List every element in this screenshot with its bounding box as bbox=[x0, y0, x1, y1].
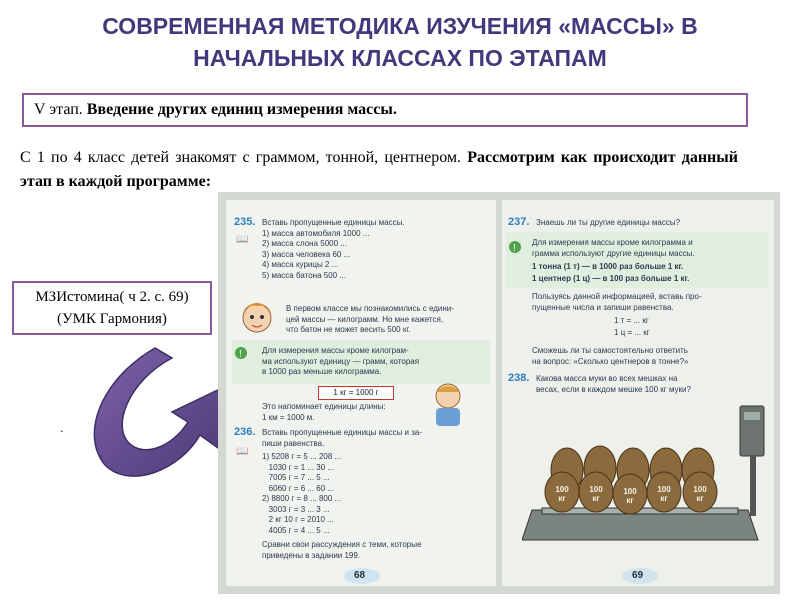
task-number: 236. bbox=[234, 426, 256, 438]
note-text: Это напоминает единицы длины: 1 км = 1000 м. bbox=[262, 402, 386, 422]
equation: 1 ц = ... кг bbox=[614, 328, 650, 337]
girl-character-icon bbox=[232, 292, 282, 342]
task-text: Знаешь ли ты другие единицы массы? bbox=[536, 218, 681, 227]
svg-text:кг: кг bbox=[660, 494, 668, 503]
stage-prefix: V этап bbox=[34, 101, 79, 118]
rule-text: Для измерения массы кроме килограмма и грамма используют другие единицы массы. bbox=[532, 238, 695, 258]
book-icon: 📖 bbox=[236, 446, 249, 457]
textbook-page-right bbox=[502, 200, 774, 586]
svg-text:!: ! bbox=[513, 243, 516, 254]
page-number: 68 bbox=[354, 570, 366, 581]
task-text: Вставь пропущенные единицы массы и за- пиши равенства. bbox=[262, 428, 423, 448]
boy-character-icon bbox=[426, 378, 470, 428]
stage-text: Введение других единиц измерения массы. bbox=[86, 101, 397, 118]
note-text: В первом классе мы познакомились с едини- цей массы — килограмм. Но мне кажется, что батон не может весить 500 кг. bbox=[286, 304, 454, 334]
stage-box bbox=[22, 93, 748, 127]
svg-text:!: ! bbox=[239, 349, 242, 360]
svg-text:кг: кг bbox=[626, 496, 634, 505]
svg-text:100: 100 bbox=[657, 485, 671, 494]
stray-dot: . bbox=[100, 445, 104, 460]
title-line-1: СОВРЕМЕННАЯ МЕТОДИКА ИЗУЧЕНИЯ «МАССЫ» В bbox=[102, 13, 698, 39]
task-list: 1) 5208 г = 5 ... 208 ... 1030 г = 1 ... 30 ... 7005 г = 7 ... 5 ... 6060 г = 6 ... 60 ... 2) 8800 г = 8 ... 800 ... 3003 г = 3 ... 3 ... 2 кг 10 г = 2010 ... 4005 г = 4 ... 5 ... bbox=[262, 452, 342, 535]
exclamation-icon bbox=[508, 240, 522, 254]
svg-text:100: 100 bbox=[693, 485, 707, 494]
task-number: 235. bbox=[234, 216, 256, 228]
program-box bbox=[12, 281, 212, 335]
svg-text:100: 100 bbox=[555, 485, 569, 494]
title-line-2: НАЧАЛЬНЫХ КЛАССАХ ПО ЭТАПАМ bbox=[193, 45, 607, 71]
book-icon: 📖 bbox=[236, 234, 249, 245]
curved-arrow-icon bbox=[60, 340, 235, 490]
svg-text:кг: кг bbox=[696, 494, 704, 503]
equation: 1 т = ... кг bbox=[614, 316, 649, 325]
ton-definition: 1 тонна (1 т) — в 1000 раз больше 1 кг. bbox=[532, 262, 684, 271]
formula-box: 1 кг = 1000 г bbox=[318, 386, 394, 400]
program-line-2: (УМК Гармония) bbox=[57, 311, 167, 327]
rule-text: Для измерения массы кроме килограм- ма используют единицу — грамм, которая в 1000 раз меньше килограмма. bbox=[262, 346, 420, 376]
svg-text:кг: кг bbox=[592, 494, 600, 503]
program-line-1: МЗИстомина( ч 2. с. 69) bbox=[35, 289, 189, 305]
task-number: 238. bbox=[508, 372, 530, 384]
task-text: Сможешь ли ты самостоятельно ответить на вопрос: «Сколько центнеров в тонне?» bbox=[532, 346, 689, 366]
stray-dot: . bbox=[60, 420, 64, 435]
task-text: Пользуясь данной информацией, вставь про- пущенные числа и запиши равенства. bbox=[532, 292, 702, 312]
page-number: 69 bbox=[632, 570, 644, 581]
intro-bold: Рассмотрим как происходит данный этап в каждой программе: bbox=[20, 149, 738, 190]
scales-with-bags-illustration bbox=[522, 400, 768, 550]
textbook-spread-image bbox=[218, 192, 780, 594]
task-text: Вставь пропущенные единицы массы. 1) масса автомобиля 1000 ... 2) масса слона 5000 ... 3) масса человека 60 ... 4) масса курицы 2 ... 5) масса батона 500 ... bbox=[262, 218, 405, 280]
centner-definition: 1 центнер (1 ц) — в 100 раз больше 1 кг. bbox=[532, 274, 690, 283]
svg-text:100: 100 bbox=[589, 485, 603, 494]
intro-paragraph bbox=[20, 146, 738, 194]
stage-separator: . bbox=[78, 101, 87, 118]
exclamation-icon bbox=[234, 346, 248, 360]
svg-text:100: 100 bbox=[623, 487, 637, 496]
task-text: Какова масса муки во всех мешках на весах, если в каждом мешке 100 кг муки? bbox=[536, 374, 691, 394]
textbook-page-left bbox=[226, 200, 496, 586]
svg-text:кг: кг bbox=[558, 494, 566, 503]
intro-plain: С 1 по 4 класс детей знакомят с граммом, тонной, центнером. bbox=[20, 149, 468, 166]
task-text: Сравни свои рассуждения с теми, которые приведены в задании 199. bbox=[262, 540, 422, 560]
task-number: 237. bbox=[508, 216, 530, 228]
slide-title bbox=[20, 10, 780, 74]
